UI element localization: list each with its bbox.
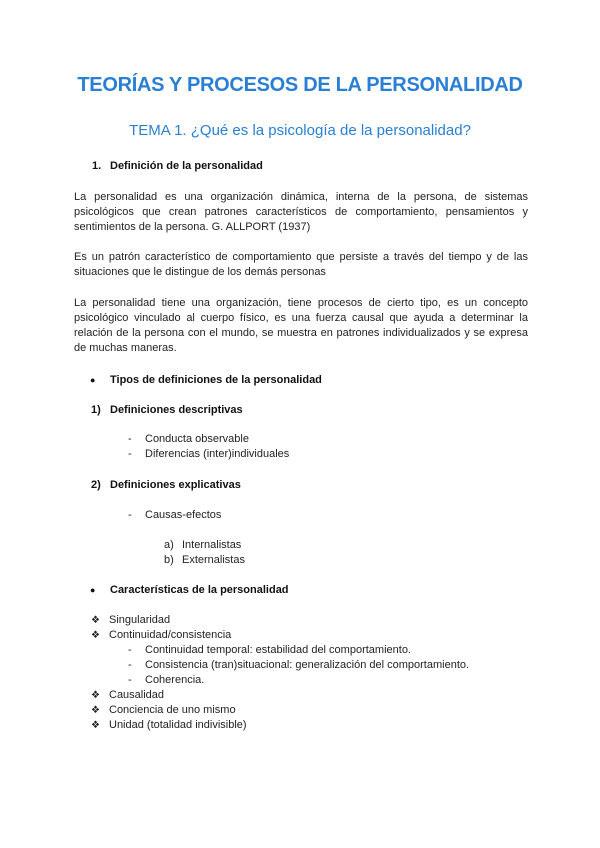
descriptivas-heading (91, 404, 243, 416)
list-item: b) Externalistas (164, 554, 245, 566)
bullet-icon: ● (90, 585, 96, 595)
list-item: - Diferencias (inter)individuales (128, 448, 290, 460)
list-item: ❖ Continuidad/consistencia (91, 629, 232, 641)
caracteristicas-title: Características de la personalidad (110, 584, 289, 596)
tipos-heading (90, 374, 322, 386)
list-item: ❖ Causalidad (91, 689, 165, 701)
dash-icon: - (128, 644, 132, 656)
list-item: ❖ Unidad (totalidad indivisible) (91, 719, 247, 731)
diamond-bullet-icon: ❖ (91, 630, 100, 641)
diamond-bullet-icon: ❖ (91, 705, 100, 716)
descriptivas-number: 1) (91, 404, 101, 416)
paragraph-organizacion: La personalidad tiene una organización, tiene procesos de cierto tipo, es un concepto psicológico vinculado al cuerpo físico, es una fuerza causal que ayuda a determinar la relación de la persona con el mundo, se muestra en patrones individualizados y se expresa de muchas maneras. (74, 297, 528, 354)
diamond-bullet-icon: ❖ (91, 720, 100, 731)
explicativas-title: Definiciones explicativas (110, 479, 241, 491)
section-1-number: 1. (92, 160, 102, 172)
section-1-title: Definición de la personalidad (110, 160, 263, 172)
tipos-title: Tipos de definiciones de la personalidad (110, 374, 322, 386)
document-subtitle: TEMA 1. ¿Qué es la psicología de la personalidad? (129, 122, 471, 139)
caracteristicas-heading (90, 584, 289, 596)
dash-icon: - (128, 659, 132, 671)
dash-icon: - (128, 433, 132, 445)
paragraph-patron: Es un patrón característico de comportamiento que persiste a través del tiempo y de las situaciones que le distingue de los demás personas (74, 251, 528, 278)
dash-icon: - (128, 448, 132, 460)
list-item: - Consistencia (tran)situacional: generalización del comportamiento. (128, 659, 470, 671)
descriptivas-title: Definiciones descriptivas (110, 404, 243, 416)
dash-icon: - (128, 674, 132, 686)
bullet-icon: ● (90, 375, 96, 385)
list-item: ❖ Singularidad (91, 614, 171, 626)
list-item: - Causas-efectos (128, 509, 222, 521)
explicativas-number: 2) (91, 479, 101, 491)
diamond-bullet-icon: ❖ (91, 615, 100, 626)
list-item: - Continuidad temporal: estabilidad del comportamiento. (128, 644, 411, 656)
dash-icon: - (128, 509, 132, 521)
list-item: - Coherencia. (128, 674, 205, 686)
document-title: TEORÍAS Y PROCESOS DE LA PERSONALIDAD (77, 74, 523, 96)
list-item: ❖ Conciencia de uno mismo (91, 704, 236, 716)
diamond-bullet-icon: ❖ (91, 690, 100, 701)
paragraph-allport: La personalidad es una organización dinámica, interna de la persona, de sistemas psicológicos que crean patrones característicos de comportamiento, pensamientos y sentimientos de la persona. G. ALLPORT (1937) (74, 191, 528, 233)
list-item: - Conducta observable (128, 433, 249, 445)
section-1-heading (92, 160, 263, 172)
list-item: a) Internalistas (164, 539, 242, 551)
explicativas-heading (91, 479, 241, 491)
